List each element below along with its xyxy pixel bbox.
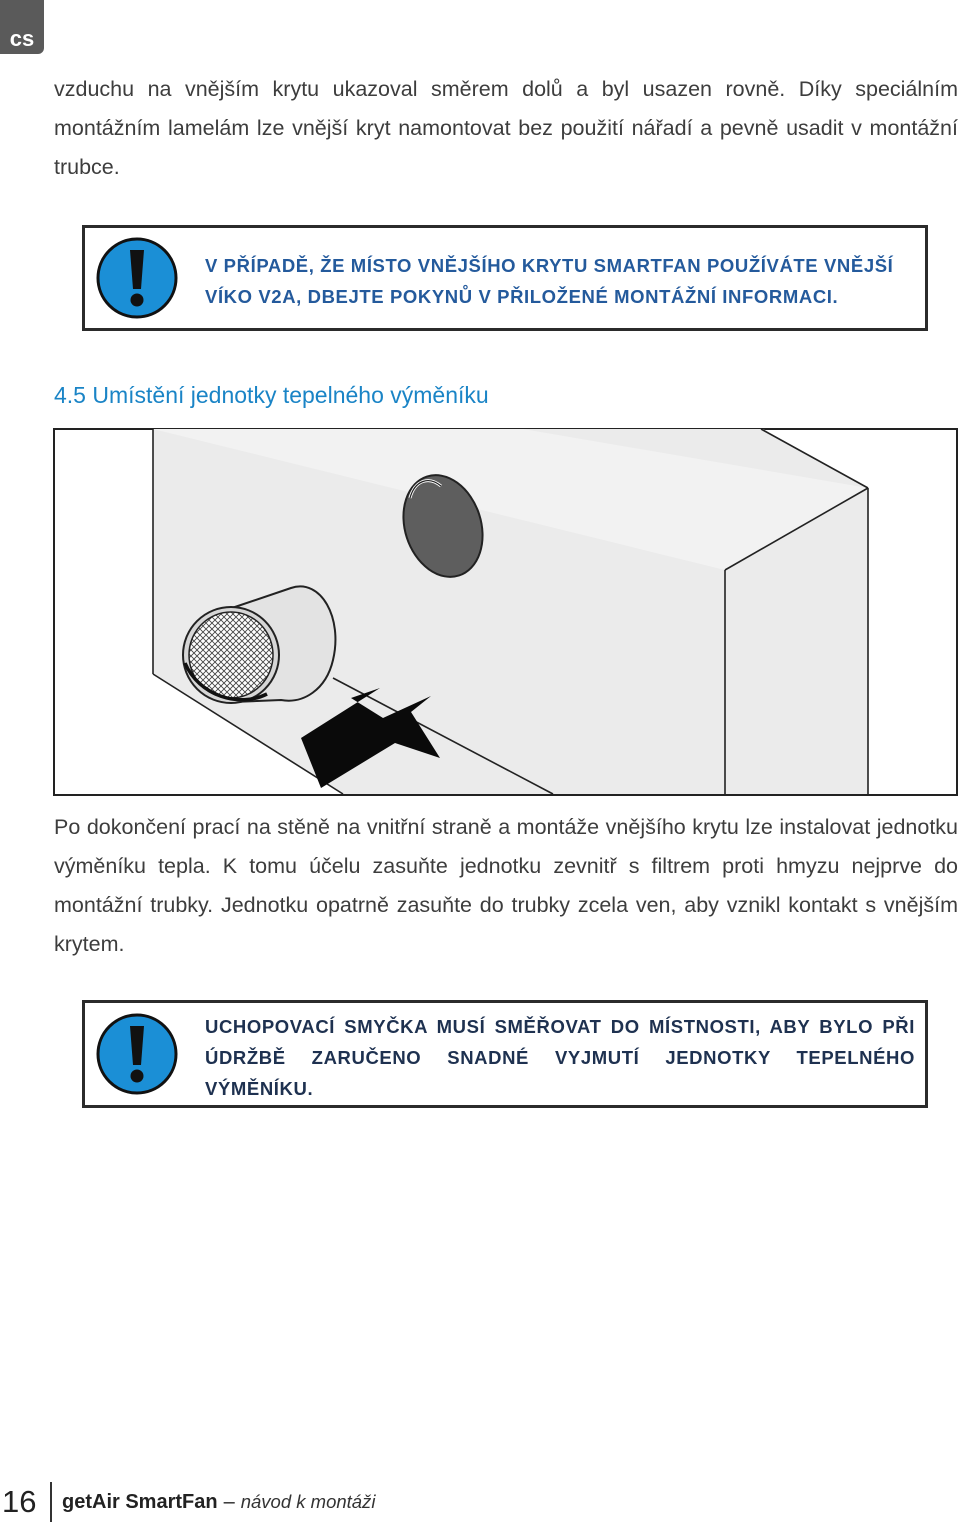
language-badge	[0, 0, 44, 54]
page-footer	[0, 1482, 375, 1522]
page-number: 16	[2, 1484, 37, 1519]
warning-text-2: UCHOPOVACÍ SMYČKA MUSÍ SMĚŘOVAT DO MÍSTNOSTI, ABY BYLO PŘI ÚDRŽBĚ ZARUČENO SNADNÉ VYJMUTÍ JEDNOTKY TEPELNÉHO VÝMĚNÍKU.	[205, 1016, 915, 1099]
brand-name: getAir SmartFan	[62, 1490, 218, 1513]
body-paragraph: Po dokončení prací na stěně na vnitřní straně a montáže vnějšího krytu lze instalovat jednotku výměníku tepla. K tomu účelu zasuňte jednotku zevnitř s filtrem proti hmyzu nejprve do montážní trubky. Jednotku opatrně zasuňte do trubky zcela ven, aby vznikl kontakt s vnějším krytem.	[54, 815, 958, 956]
exclamation-icon	[96, 237, 178, 319]
section-heading: 4.5 Umístění jednotky tepelného výměníku	[54, 382, 489, 408]
intro-paragraph: vzduchu na vnějším krytu ukazoval směrem dolů a byl usazen rovně. Díky speciálním montážním lamelám lze vnější kryt namontovat bez použití nářadí a pevně usadit v montážní trubce.	[54, 77, 958, 179]
footer-separator: –	[223, 1490, 235, 1513]
language-code: cs	[9, 26, 35, 51]
footer-divider	[50, 1482, 52, 1522]
document-title: návod k montáži	[240, 1491, 376, 1512]
warning-box-1	[82, 225, 928, 331]
warning-text-1: V PŘÍPADĚ, ŽE MÍSTO VNĚJŠÍHO KRYTU SMARTFAN POUŽÍVÁTE VNĚJŠÍ VÍKO V2A, DBEJTE POKYNŮ V PŘILOŽENÉ MONTÁŽNÍ INFORMACI.	[205, 255, 894, 307]
warning-box-2	[82, 1000, 928, 1108]
exclamation-icon	[96, 1013, 178, 1095]
installation-figure	[53, 428, 958, 796]
